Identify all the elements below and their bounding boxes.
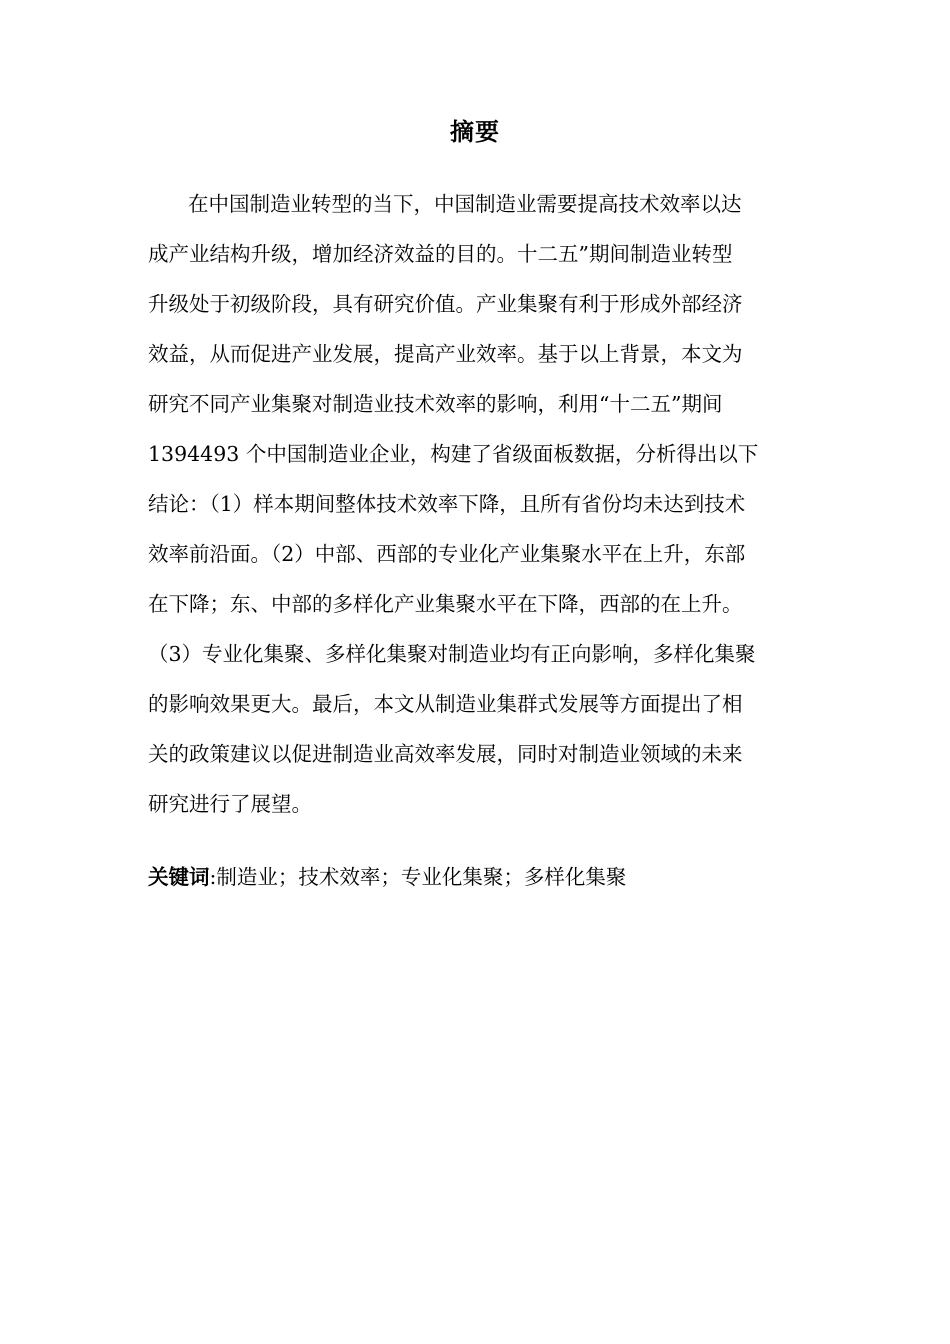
- abstract-line: [0, 529, 950, 579]
- abstract-line: [0, 279, 950, 329]
- abstract-line-text: （3）专业化集聚、多样化集聚对制造业均有正向影响，多样化集聚: [148, 642, 756, 666]
- abstract-line: [0, 179, 950, 229]
- abstract-line-text: 1394493 个中国制造业企业，构建了省级面板数据，分析得出以下: [148, 442, 759, 466]
- abstract-title: 摘要: [450, 118, 500, 146]
- keywords-line: [148, 852, 626, 902]
- abstract-line: [0, 679, 950, 729]
- abstract-line-text: 在下降；东、中部的多样化产业集聚水平在下降，西部的在上升。: [148, 592, 743, 616]
- keywords-text: 制造业；技术效率；专业化集聚；多样化集聚: [216, 865, 627, 889]
- keywords-label: 关键词: [148, 865, 210, 889]
- abstract-line-text: 结论：（1）样本期间整体技术效率下降，且所有省份均未达到技术: [148, 492, 746, 516]
- abstract-line-text: 效率前沿面。（2）中部、西部的专业化产业集聚水平在上升，东部: [148, 542, 746, 566]
- abstract-line: [0, 729, 950, 779]
- keywords-separator: :: [209, 865, 217, 889]
- abstract-line-text: 升级处于初级阶段，具有研究价值。产业集聚有利于形成外部经济: [148, 292, 743, 316]
- abstract-line-text: 研究不同产业集聚对制造业技术效率的影响，利用“十二五”期间: [148, 392, 723, 416]
- abstract-line: [0, 479, 950, 529]
- abstract-line: [0, 329, 950, 379]
- abstract-line-text: 关的政策建议以促进制造业高效率发展，同时对制造业领域的未来: [148, 742, 743, 766]
- abstract-line: [0, 579, 950, 629]
- abstract-line: [0, 629, 950, 679]
- abstract-line-text: 成产业结构升级，增加经济效益的目的。十二五”期间制造业转型: [148, 242, 733, 266]
- abstract-line: [0, 429, 950, 479]
- abstract-line: [0, 379, 950, 429]
- abstract-line-text: 效益，从而促进产业发展，提高产业效率。基于以上背景，本文为: [148, 342, 743, 366]
- abstract-line-text: 在中国制造业转型的当下，中国制造业需要提高技术效率以达: [188, 192, 742, 216]
- abstract-line-text: 的影响效果更大。最后，本文从制造业集群式发展等方面提出了相: [148, 692, 743, 716]
- abstract-line: [0, 229, 950, 279]
- abstract-line: [0, 779, 950, 829]
- abstract-line-text: 研究进行了展望。: [148, 792, 312, 816]
